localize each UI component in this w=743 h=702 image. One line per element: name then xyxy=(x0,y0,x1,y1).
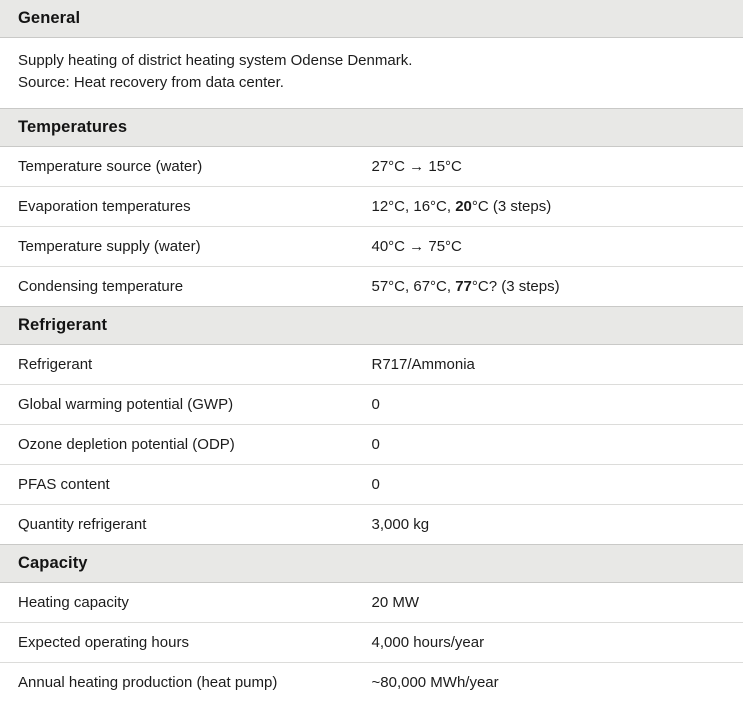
section-title: Temperatures xyxy=(0,108,743,146)
table-row xyxy=(0,344,743,384)
row-value-segment: 0 xyxy=(372,436,380,453)
row-value-segment: 0 xyxy=(372,396,380,413)
row-value xyxy=(372,424,743,464)
table-row xyxy=(0,146,743,186)
section-note-row xyxy=(0,38,743,109)
row-label: Refrigerant xyxy=(0,344,372,384)
table-row xyxy=(0,582,743,622)
row-value-text xyxy=(372,674,743,691)
row-value xyxy=(372,384,743,424)
section-title: Capacity xyxy=(0,544,743,582)
section-title: Refrigerant xyxy=(0,306,743,344)
row-value-segment: 77 xyxy=(455,278,472,295)
row-value xyxy=(372,582,743,622)
section-header-row xyxy=(0,108,743,146)
table-row xyxy=(0,424,743,464)
section-note-line: Source: Heat recovery from data center. xyxy=(18,72,743,94)
row-value xyxy=(372,226,743,266)
row-value-segment: 3,000 kg xyxy=(372,516,430,533)
row-value-text xyxy=(372,158,743,175)
row-label: Temperature supply (water) xyxy=(0,226,372,266)
row-value-text xyxy=(372,396,743,413)
row-value-text xyxy=(372,476,743,493)
table-row xyxy=(0,226,743,266)
section-note xyxy=(0,38,743,109)
row-value-text xyxy=(372,198,743,215)
row-value-segment: 40°C → 75°C xyxy=(372,238,462,255)
section-header-row xyxy=(0,0,743,38)
row-label: Expected operating hours xyxy=(0,622,372,662)
row-value-segment: 20 xyxy=(455,198,472,215)
table-row xyxy=(0,186,743,226)
section-header-row xyxy=(0,544,743,582)
table-row xyxy=(0,622,743,662)
row-value-text xyxy=(372,436,743,453)
row-value-segment: °C (3 steps) xyxy=(472,198,551,215)
row-label: Quantity refrigerant xyxy=(0,504,372,544)
row-value xyxy=(372,146,743,186)
row-label: Temperature source (water) xyxy=(0,146,372,186)
row-value xyxy=(372,504,743,544)
row-value-segment: 20 MW xyxy=(372,594,420,611)
table-row xyxy=(0,504,743,544)
row-value-text xyxy=(372,356,743,373)
row-label: Heating capacity xyxy=(0,582,372,622)
row-value-segment: 12°C, 16°C, xyxy=(372,198,456,215)
table-row xyxy=(0,266,743,306)
row-value-text xyxy=(372,516,743,533)
row-value xyxy=(372,622,743,662)
row-value-text xyxy=(372,238,743,255)
row-label: Condensing temperature xyxy=(0,266,372,306)
row-label: Evaporation temperatures xyxy=(0,186,372,226)
table-row xyxy=(0,662,743,702)
row-value-text xyxy=(372,634,743,651)
row-value xyxy=(372,186,743,226)
table-row xyxy=(0,384,743,424)
row-value-text xyxy=(372,278,743,295)
row-label: Ozone depletion potential (ODP) xyxy=(0,424,372,464)
row-value xyxy=(372,344,743,384)
table-row xyxy=(0,464,743,504)
row-value xyxy=(372,464,743,504)
row-value-segment: °C? (3 steps) xyxy=(472,278,560,295)
row-value-segment: ~80,000 MWh/year xyxy=(372,674,499,691)
section-note-line: Supply heating of district heating system Odense Denmark. xyxy=(18,50,743,72)
row-label: PFAS content xyxy=(0,464,372,504)
row-value xyxy=(372,266,743,306)
row-label: Global warming potential (GWP) xyxy=(0,384,372,424)
section-title: General xyxy=(0,0,743,38)
row-value-segment: 0 xyxy=(372,476,380,493)
row-value-segment: 27°C → 15°C xyxy=(372,158,462,175)
section-header-row xyxy=(0,306,743,344)
row-value-text xyxy=(372,594,743,611)
row-value xyxy=(372,662,743,702)
row-value-segment: R717/Ammonia xyxy=(372,356,475,373)
row-value-segment: 57°C, 67°C, xyxy=(372,278,456,295)
row-value-segment: 4,000 hours/year xyxy=(372,634,485,651)
row-label: Annual heating production (heat pump) xyxy=(0,662,372,702)
